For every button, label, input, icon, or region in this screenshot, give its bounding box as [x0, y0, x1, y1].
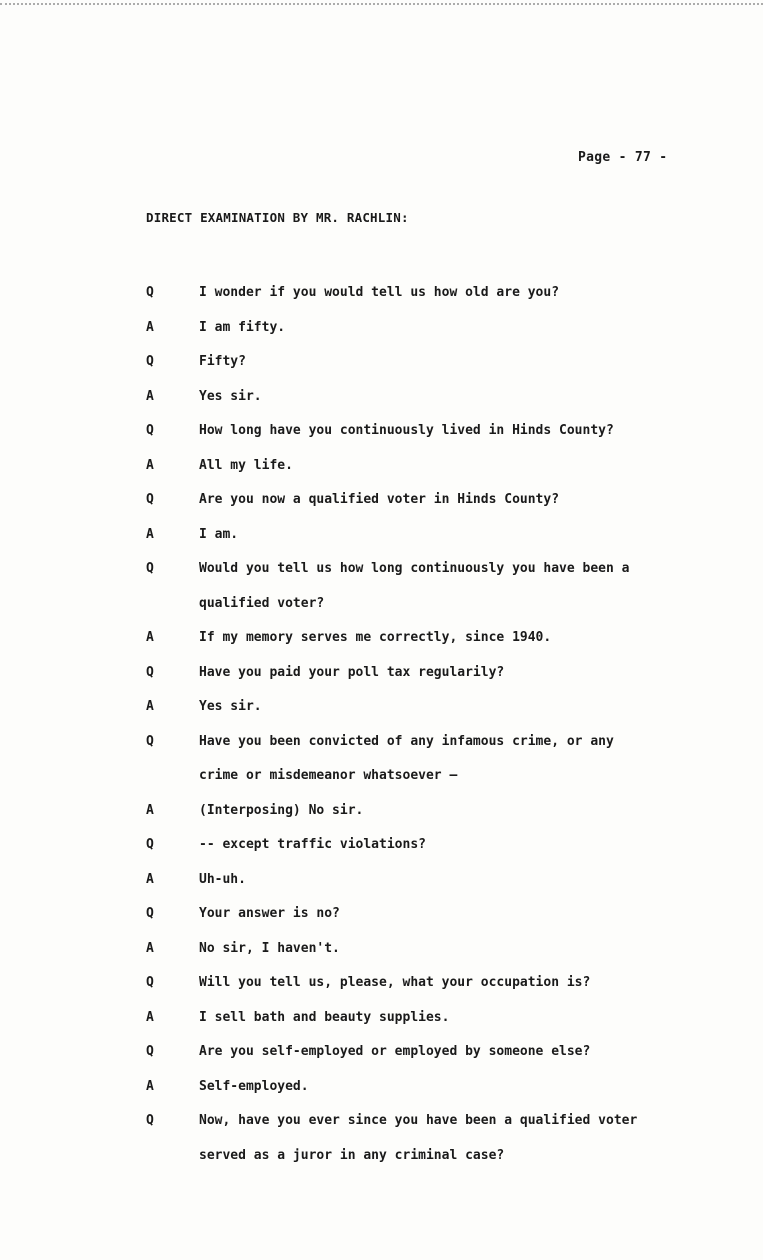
utterance-line: Yes sir. [199, 699, 262, 714]
transcript [146, 276, 716, 1173]
question-entry [146, 552, 716, 621]
answer-entry [146, 449, 716, 484]
speaker-label: A [146, 1009, 154, 1025]
utterance-text [199, 725, 716, 794]
utterance-line: How long have you continuously lived in Hinds County? [199, 423, 614, 438]
utterance-text [199, 449, 716, 484]
utterance-line: All my life. [199, 457, 293, 473]
speaker-label: A [146, 319, 154, 335]
question-entry [146, 1035, 716, 1070]
utterance-text [199, 794, 716, 829]
examination-heading: DIRECT EXAMINATION BY MR. RACHLIN: [146, 210, 409, 225]
speaker-label: Q [146, 354, 154, 369]
utterance-text [199, 1035, 716, 1070]
question-entry [146, 414, 716, 449]
speaker-label: Q [146, 492, 154, 507]
speaker-label: Q [146, 906, 154, 921]
utterance-text [199, 483, 716, 518]
utterance-line: Would you tell us how long continuously you have been a [199, 561, 630, 576]
page-number: Page - 77 - [578, 150, 668, 165]
utterance-text [199, 621, 716, 656]
speaker-label: A [146, 457, 154, 473]
speaker-label: A [146, 871, 154, 887]
speaker-label: A [146, 526, 154, 542]
utterance-text [199, 380, 716, 415]
utterance-line: qualified voter? [199, 595, 325, 611]
speaker-label: Q [146, 1113, 154, 1128]
answer-entry [146, 1001, 716, 1036]
speaker-label: A [146, 388, 154, 404]
speaker-label: Q [146, 837, 154, 852]
utterance-line: I sell bath and beauty supplies. [199, 1009, 450, 1025]
speaker-label: A [146, 699, 154, 714]
answer-entry [146, 311, 716, 346]
utterance-text [199, 345, 716, 380]
utterance-text [199, 897, 716, 932]
utterance-line: crime or misdemeanor whatsoever — [199, 768, 458, 783]
utterance-line: Uh-uh. [199, 871, 246, 887]
utterance-text [199, 276, 716, 311]
speaker-label: Q [146, 1044, 154, 1059]
utterance-line: Now, have you ever since you have been a qualified voter [199, 1113, 638, 1128]
utterance-text [199, 932, 716, 967]
answer-entry [146, 1070, 716, 1105]
answer-entry [146, 932, 716, 967]
answer-entry [146, 690, 716, 725]
utterance-text [199, 966, 716, 1001]
utterance-line: Will you tell us, please, what your occupation is? [199, 975, 591, 990]
utterance-line: Have you been convicted of any infamous crime, or any [199, 733, 614, 749]
question-entry [146, 828, 716, 863]
speaker-label: Q [146, 561, 154, 576]
utterance-line: Self-employed. [199, 1078, 309, 1094]
utterance-line: I am. [199, 526, 239, 542]
speaker-label: A [146, 802, 154, 818]
utterance-line: (Interposing) No sir. [199, 802, 364, 818]
utterance-line: Are you self-employed or employed by someone else? [199, 1044, 591, 1059]
question-entry [146, 483, 716, 518]
answer-entry [146, 863, 716, 898]
answer-entry [146, 518, 716, 553]
speaker-label: A [146, 630, 154, 645]
utterance-text [199, 1070, 716, 1105]
utterance-text [199, 1001, 716, 1036]
speaker-label: Q [146, 285, 154, 300]
question-entry [146, 276, 716, 311]
question-entry [146, 897, 716, 932]
utterance-line: Are you now a qualified voter in Hinds County? [199, 492, 560, 507]
speaker-label: A [146, 1078, 154, 1094]
utterance-text [199, 656, 716, 691]
utterance-text [199, 518, 716, 553]
answer-entry [146, 380, 716, 415]
utterance-text [199, 414, 716, 449]
question-entry [146, 1104, 716, 1173]
utterance-line: Fifty? [199, 354, 246, 369]
utterance-text [199, 311, 716, 346]
utterance-line: If my memory serves me correctly, since 1940. [199, 630, 552, 645]
speaker-label: Q [146, 664, 154, 680]
question-entry [146, 966, 716, 1001]
speaker-label: A [146, 940, 154, 956]
utterance-line: served as a juror in any criminal case? [199, 1147, 505, 1163]
answer-entry [146, 794, 716, 829]
utterance-line: I wonder if you would tell us how old are you? [199, 285, 560, 300]
utterance-line: Yes sir. [199, 388, 262, 404]
utterance-text [199, 828, 716, 863]
speaker-label: Q [146, 733, 154, 749]
question-entry [146, 725, 716, 794]
utterance-line: I am fifty. [199, 319, 286, 335]
question-entry [146, 656, 716, 691]
utterance-line: Have you paid your poll tax regularily? [199, 664, 505, 680]
utterance-line: -- except traffic violations? [199, 837, 426, 852]
utterance-text [199, 552, 716, 621]
utterance-text [199, 1104, 716, 1173]
utterance-line: Your answer is no? [199, 906, 340, 921]
speaker-label: Q [146, 423, 154, 438]
utterance-line: No sir, I haven't. [199, 940, 340, 956]
answer-entry [146, 621, 716, 656]
utterance-text [199, 863, 716, 898]
scan-edge-rule [0, 3, 763, 5]
question-entry [146, 345, 716, 380]
utterance-text [199, 690, 716, 725]
speaker-label: Q [146, 975, 154, 990]
